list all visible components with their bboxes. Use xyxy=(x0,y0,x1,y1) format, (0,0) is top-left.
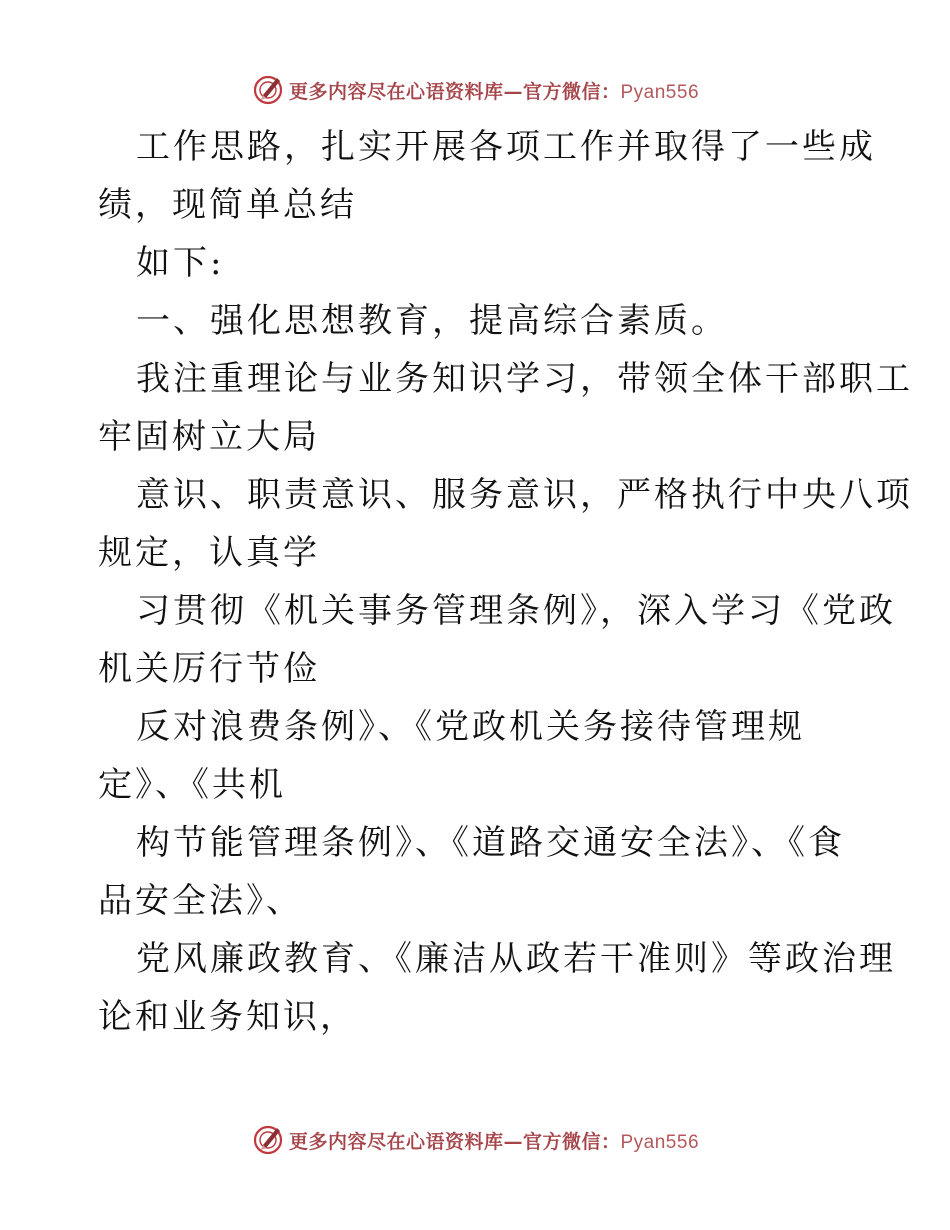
footer-banner-sub: 官方微信： xyxy=(522,1130,621,1153)
header-banner-id: Pyan556 xyxy=(620,81,700,103)
paragraph-line: 反对浪费条例》、《党政机关务接待管理规 xyxy=(136,707,805,747)
paragraph-line: 论和业务知识， xyxy=(98,997,357,1037)
paragraph-line: 机关厉行节俭 xyxy=(98,649,320,689)
paragraph-line: 党风廉政教育、《廉洁从政若干准则》等政治理 xyxy=(136,939,896,979)
header-banner-dash: — xyxy=(503,80,523,103)
paragraph-line: 一、强化思想教育，提高综合素质。 xyxy=(136,301,728,341)
paragraph-line: 习贯彻《机关事务管理条例》，深入学习《党政 xyxy=(136,591,896,631)
footer-banner-main: 更多内容尽在心语资料库 xyxy=(288,1130,504,1153)
paragraph-line: 定》、《共机 xyxy=(98,765,286,805)
paragraph-line: 规定，认真学 xyxy=(98,533,320,573)
header-banner-sub: 官方微信： xyxy=(522,80,621,103)
pen-logo-icon xyxy=(251,73,285,107)
pen-logo-icon xyxy=(251,1123,285,1157)
paragraph-line: 工作思路，扎实开展各项工作并取得了一些成 xyxy=(136,127,876,167)
footer-banner-id: Pyan556 xyxy=(620,1131,700,1153)
footer-banner-dash: — xyxy=(503,1130,523,1153)
header-banner-text xyxy=(289,77,699,104)
header-banner-main: 更多内容尽在心语资料库 xyxy=(288,80,504,103)
document-body xyxy=(98,118,913,1046)
paragraph-line: 意识、职责意识、服务意识，严格执行中央八项 xyxy=(136,475,913,515)
footer-banner xyxy=(0,1120,950,1160)
paragraph-line: 我注重理论与业务知识学习，带领全体干部职工 xyxy=(136,359,913,399)
paragraph-line: 品安全法》、 xyxy=(98,881,303,921)
paragraph-line: 牢固树立大局 xyxy=(98,417,320,457)
paragraph-line: 如下: xyxy=(136,243,225,283)
header-banner xyxy=(0,70,950,110)
paragraph-line: 构节能管理条例》、《道路交通安全法》、《食 xyxy=(136,823,845,863)
footer-banner-text xyxy=(289,1127,699,1154)
paragraph-line: 绩，现简单总结 xyxy=(98,185,357,225)
